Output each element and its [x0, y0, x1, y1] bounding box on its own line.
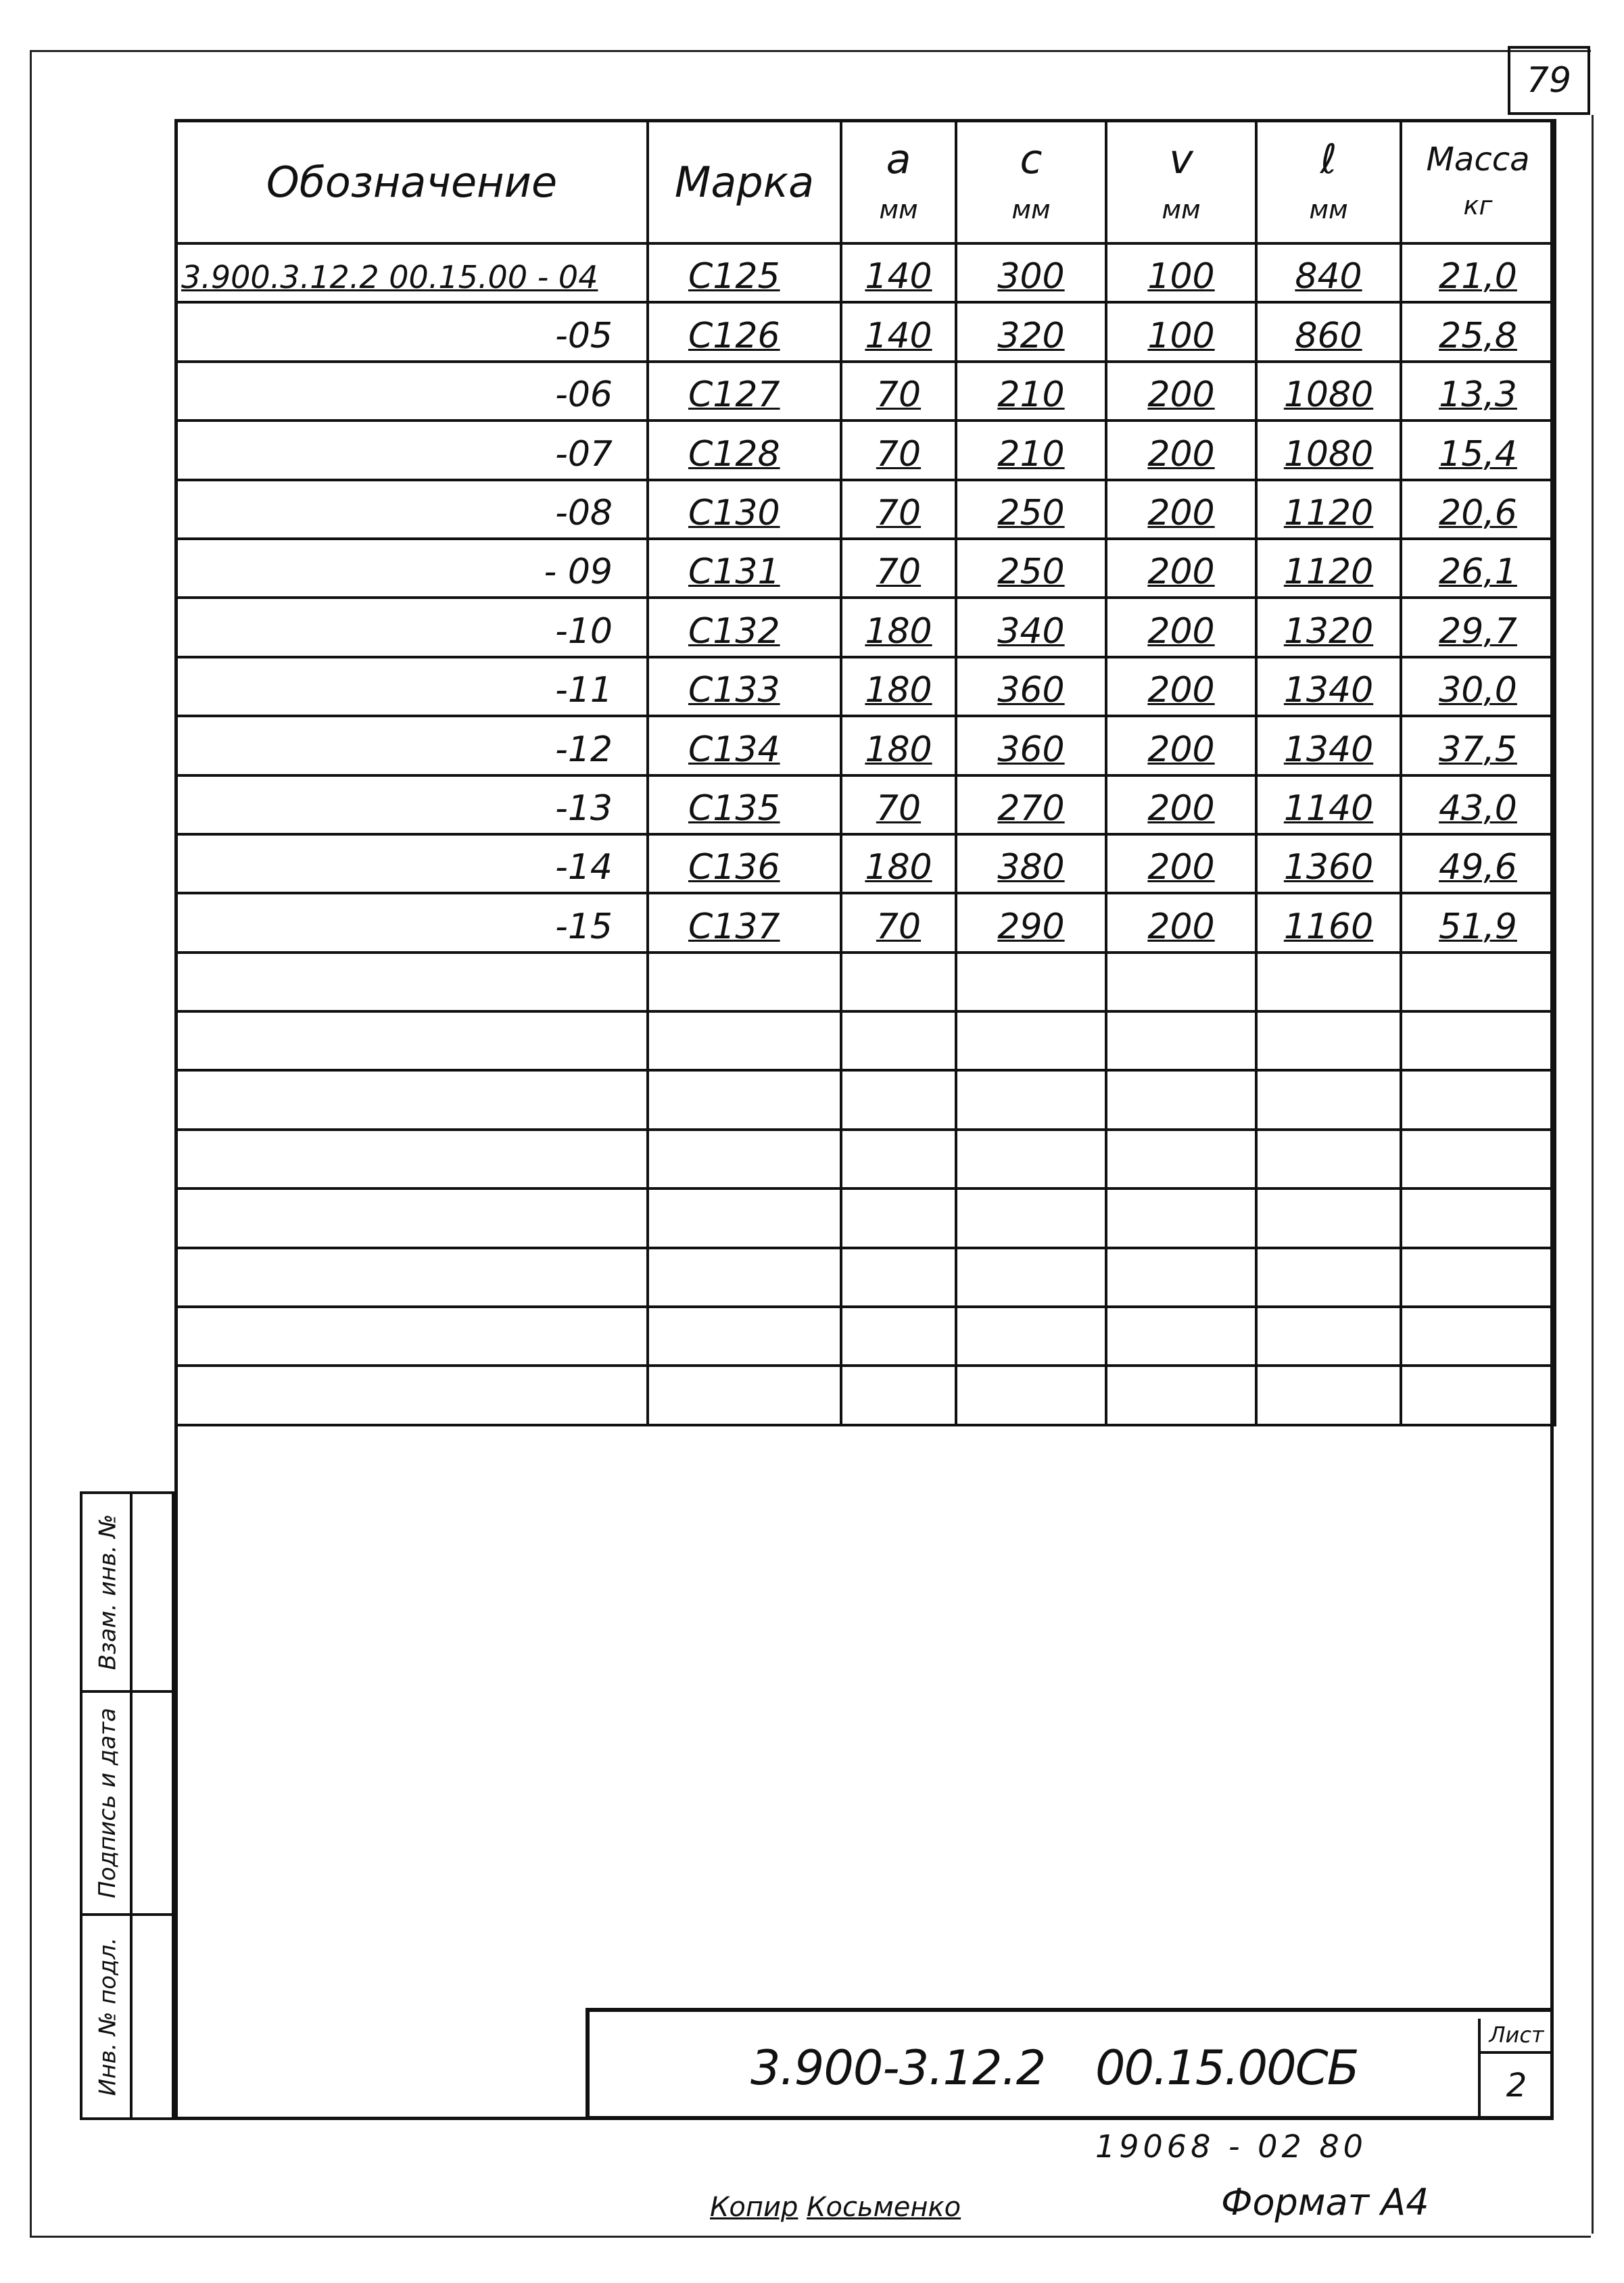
cell-a: 140 [841, 243, 956, 302]
cell-mark [648, 1130, 841, 1188]
cell-l [1256, 1307, 1401, 1366]
cell-v [1106, 1188, 1256, 1247]
cell-l: 1080 [1256, 362, 1401, 420]
cell-mark [648, 1011, 841, 1070]
table-header-row [176, 120, 1555, 243]
cell-designation: -08 [176, 480, 648, 539]
cell-l: 1140 [1256, 775, 1401, 834]
cell-c [956, 1248, 1106, 1307]
cell-a: 70 [841, 893, 956, 952]
table-row [176, 1366, 1555, 1424]
cell-a: 180 [841, 716, 956, 775]
table-row [176, 775, 1555, 834]
cell-a [841, 1307, 956, 1366]
table-row [176, 480, 1555, 539]
cell-c [956, 1188, 1106, 1247]
cell-mass: 30,0 [1401, 657, 1555, 716]
cell-mark: С128 [648, 420, 841, 479]
table-row [176, 716, 1555, 775]
cell-a: 180 [841, 657, 956, 716]
sheet-label: Лист [1481, 2019, 1552, 2054]
cell-mark [648, 1366, 841, 1424]
header-l: ℓ мм [1256, 120, 1401, 243]
cell-mass: 49,6 [1401, 834, 1555, 893]
cell-designation: -07 [176, 420, 648, 479]
cell-a: 70 [841, 539, 956, 598]
cell-mass: 21,0 [1401, 243, 1555, 302]
cell-v [1106, 1248, 1256, 1307]
cell-l [1256, 1188, 1401, 1247]
sheet-cell [1478, 2019, 1552, 2120]
cell-l [1256, 1366, 1401, 1424]
cell-l: 1160 [1256, 893, 1401, 952]
cell-c: 360 [956, 716, 1106, 775]
cell-l [1256, 1070, 1401, 1129]
copier-name: Косьменко [807, 2192, 961, 2223]
table-row [176, 302, 1555, 361]
cell-l: 840 [1256, 243, 1401, 302]
cell-v [1106, 1366, 1256, 1424]
table-row [176, 598, 1555, 656]
cell-l [1256, 953, 1401, 1011]
cell-c: 250 [956, 480, 1106, 539]
cell-mark: С131 [648, 539, 841, 598]
cell-v: 200 [1106, 420, 1256, 479]
cell-c: 210 [956, 362, 1106, 420]
cell-designation [176, 953, 648, 1011]
table-row [176, 1070, 1555, 1129]
cell-c: 290 [956, 893, 1106, 952]
header-v: v мм [1106, 120, 1256, 243]
cell-designation: -11 [176, 657, 648, 716]
cell-v [1106, 1070, 1256, 1129]
cell-v [1106, 1130, 1256, 1188]
paper-format: Формат А4 [1221, 2181, 1429, 2224]
table-row [176, 1307, 1555, 1366]
cell-mass [1401, 1307, 1555, 1366]
cell-a: 140 [841, 302, 956, 361]
cell-mass: 13,3 [1401, 362, 1555, 420]
cell-l [1256, 1130, 1401, 1188]
table-row [176, 1130, 1555, 1188]
header-designation: Обозначение [176, 120, 648, 243]
cell-mass [1401, 1130, 1555, 1188]
cell-l: 1080 [1256, 420, 1401, 479]
cell-mass: 37,5 [1401, 716, 1555, 775]
cell-l [1256, 1248, 1401, 1307]
cell-a: 180 [841, 598, 956, 656]
document-number: 00.15.00СБ [1095, 2040, 1358, 2096]
cell-mass [1401, 1366, 1555, 1424]
cell-c: 300 [956, 243, 1106, 302]
cell-v: 200 [1106, 539, 1256, 598]
cell-v: 200 [1106, 716, 1256, 775]
cell-designation [176, 1248, 648, 1307]
stamp-replaced-inv: Взам. инв. № [94, 1514, 122, 1671]
order-number: 19068 - 02 80 [1095, 2128, 1367, 2165]
cell-mark: С133 [648, 657, 841, 716]
document-series-code: 3.900-3.12.2 [750, 2040, 1046, 2096]
cell-v: 100 [1106, 302, 1256, 361]
cell-mass [1401, 1248, 1555, 1307]
cell-l [1256, 1011, 1401, 1070]
cell-v: 200 [1106, 598, 1256, 656]
cell-c [956, 1130, 1106, 1188]
cell-v: 200 [1106, 893, 1256, 952]
approval-stamp-strip [80, 1491, 174, 2120]
table-row [176, 1011, 1555, 1070]
cell-mark [648, 953, 841, 1011]
cell-mass [1401, 1070, 1555, 1129]
cell-mark [648, 1307, 841, 1366]
cell-mark [648, 1248, 841, 1307]
stamp-divider [130, 1494, 133, 2117]
cell-c: 360 [956, 657, 1106, 716]
cell-mass: 51,9 [1401, 893, 1555, 952]
cell-v: 200 [1106, 480, 1256, 539]
cell-a [841, 1188, 956, 1247]
cell-l: 1120 [1256, 539, 1401, 598]
cell-c [956, 953, 1106, 1011]
cell-mark: С136 [648, 834, 841, 893]
cell-a: 70 [841, 775, 956, 834]
cell-l: 860 [1256, 302, 1401, 361]
cell-a [841, 1011, 956, 1070]
cell-mark: С127 [648, 362, 841, 420]
cell-a [841, 1248, 956, 1307]
cell-c: 340 [956, 598, 1106, 656]
header-mass: Масса кг [1401, 120, 1555, 243]
cell-c [956, 1070, 1106, 1129]
cell-designation: -14 [176, 834, 648, 893]
cell-mass: 20,6 [1401, 480, 1555, 539]
cell-a [841, 1130, 956, 1188]
cell-c: 270 [956, 775, 1106, 834]
stamp-inv-no: Инв. № подл. [94, 1937, 122, 2096]
cell-c: 250 [956, 539, 1106, 598]
table-row [176, 834, 1555, 893]
cell-designation: -05 [176, 302, 648, 361]
cell-designation: -13 [176, 775, 648, 834]
header-mark: Марка [648, 120, 841, 243]
cell-v: 100 [1106, 243, 1256, 302]
copier-label: Копир [710, 2192, 798, 2223]
table-row [176, 1248, 1555, 1307]
cell-l: 1340 [1256, 657, 1401, 716]
sheet-frame-right-edge [1592, 115, 1594, 2234]
table-row [176, 539, 1555, 598]
table-row [176, 362, 1555, 420]
cell-c: 210 [956, 420, 1106, 479]
cell-mass: 29,7 [1401, 598, 1555, 656]
cell-mass: 15,4 [1401, 420, 1555, 479]
cell-designation: -12 [176, 716, 648, 775]
cell-mark: С135 [648, 775, 841, 834]
cell-designation [176, 1070, 648, 1129]
cell-mark: С125 [648, 243, 841, 302]
cell-l: 1340 [1256, 716, 1401, 775]
cell-mark [648, 1070, 841, 1129]
cell-v [1106, 953, 1256, 1011]
cell-designation [176, 1307, 648, 1366]
cell-a: 70 [841, 420, 956, 479]
cell-mass [1401, 1011, 1555, 1070]
cell-designation: - 09 [176, 539, 648, 598]
cell-c: 320 [956, 302, 1106, 361]
cell-v: 200 [1106, 362, 1256, 420]
copier-credit [710, 2192, 961, 2223]
table-row [176, 420, 1555, 479]
cell-mass: 43,0 [1401, 775, 1555, 834]
cell-a: 70 [841, 480, 956, 539]
cell-mark: С137 [648, 893, 841, 952]
cell-designation: -10 [176, 598, 648, 656]
table-row [176, 953, 1555, 1011]
stamp-signature-date: Подпись и дата [94, 1708, 122, 1898]
sheet-number: 2 [1506, 2067, 1527, 2105]
cell-v: 200 [1106, 657, 1256, 716]
cell-v [1106, 1307, 1256, 1366]
table-row [176, 657, 1555, 716]
cell-a [841, 1366, 956, 1424]
cell-mass: 26,1 [1401, 539, 1555, 598]
cell-designation: 3.900.3.12.2 00.15.00 - 04 [176, 243, 648, 302]
cell-designation: -15 [176, 893, 648, 952]
cell-mark: С132 [648, 598, 841, 656]
cell-a [841, 953, 956, 1011]
cell-designation [176, 1366, 648, 1424]
cell-designation [176, 1188, 648, 1247]
table-row [176, 893, 1555, 952]
cell-designation: -06 [176, 362, 648, 420]
cell-c [956, 1366, 1106, 1424]
cell-c [956, 1011, 1106, 1070]
specification-table [174, 119, 1556, 1426]
cell-v [1106, 1011, 1256, 1070]
table-row [176, 243, 1555, 302]
cell-l: 1360 [1256, 834, 1401, 893]
cell-c [956, 1307, 1106, 1366]
header-c: c мм [956, 120, 1106, 243]
cell-mark: С134 [648, 716, 841, 775]
cell-v: 200 [1106, 834, 1256, 893]
cell-c: 380 [956, 834, 1106, 893]
table-row [176, 1188, 1555, 1247]
cell-mass: 25,8 [1401, 302, 1555, 361]
header-a: a мм [841, 120, 956, 243]
cell-designation [176, 1130, 648, 1188]
page-number: 79 [1508, 46, 1590, 115]
cell-a: 70 [841, 362, 956, 420]
cell-mark: С126 [648, 302, 841, 361]
cell-mass [1401, 1188, 1555, 1247]
cell-l: 1120 [1256, 480, 1401, 539]
cell-mark [648, 1188, 841, 1247]
cell-a [841, 1070, 956, 1129]
cell-mass [1401, 953, 1555, 1011]
cell-mark: С130 [648, 480, 841, 539]
title-block [586, 2008, 1554, 2120]
cell-designation [176, 1011, 648, 1070]
cell-v: 200 [1106, 775, 1256, 834]
cell-a: 180 [841, 834, 956, 893]
cell-l: 1320 [1256, 598, 1401, 656]
